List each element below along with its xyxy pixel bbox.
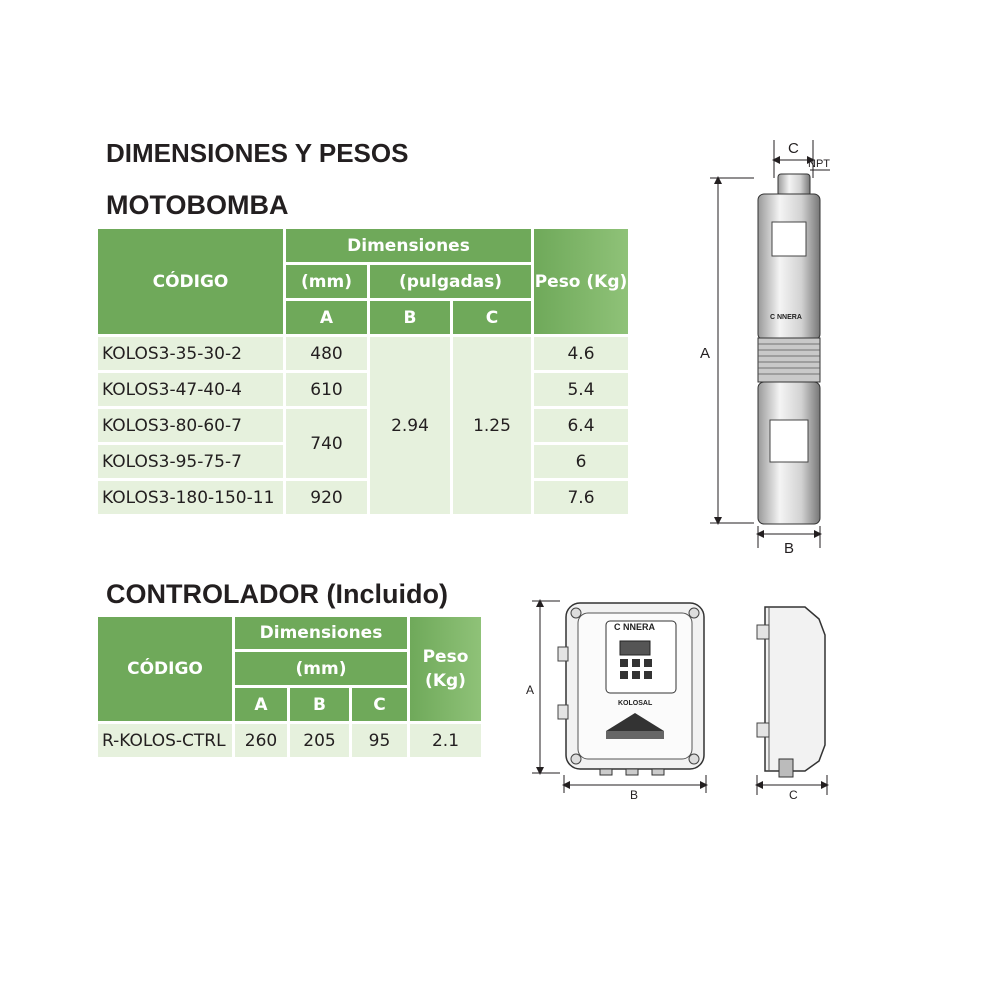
ctrl-button: [632, 659, 640, 667]
ctrl-cable-gland: [626, 769, 638, 775]
section-title-pump: MOTOBOMBA: [106, 190, 289, 220]
pump-label-a: A: [700, 345, 711, 362]
pump-a-value: 920: [286, 481, 367, 514]
pump-mm-header: (mm): [286, 265, 367, 298]
pump-label-c: C: [788, 140, 799, 157]
ctrl-mount-tab: [558, 647, 568, 661]
pump-weight-value: 7.6: [534, 481, 628, 514]
pump-col-a: A: [286, 301, 367, 334]
ctrl-mm-header: (mm): [235, 652, 407, 685]
ctrl-weight-value: 2.1: [410, 724, 481, 757]
ctrl-button: [644, 671, 652, 679]
pump-outlet: [778, 174, 810, 196]
pump-weight-value: 5.4: [534, 373, 628, 406]
pump-b-value: 2.94: [370, 337, 450, 514]
table-row: KOLOS3-80-60-7: [98, 409, 283, 442]
pump-label-plate: [772, 222, 806, 256]
pump-col-b: B: [370, 301, 450, 334]
pump-brand-logo: C NNERA: [770, 314, 802, 321]
ctrl-display: [620, 641, 650, 655]
pump-weight-value: 4.6: [534, 337, 628, 370]
ctrl-weight-header: [410, 617, 481, 721]
ctrl-b-value: 205: [290, 724, 349, 757]
ctrl-front-label-a: A: [526, 683, 535, 697]
pump-code-header: CÓDIGO: [98, 229, 283, 334]
pump-a-value: 480: [286, 337, 367, 370]
ctrl-cable-gland: [652, 769, 664, 775]
pump-label-b: B: [784, 540, 795, 557]
pump-in-header: (pulgadas): [370, 265, 531, 298]
ctrl-weight-header-line1: Peso: [422, 647, 469, 667]
ctrl-warning-text-area: [606, 731, 664, 739]
ctrl-button: [620, 659, 628, 667]
screw-icon: [571, 608, 581, 618]
ctrl-col-b: B: [290, 688, 349, 721]
ctrl-side-tab: [757, 723, 769, 737]
ctrl-dim-header: Dimensiones: [235, 617, 407, 649]
pump-diagram: [690, 130, 850, 570]
pump-a-value: 740: [286, 409, 367, 478]
table-row: KOLOS3-180-150-11: [98, 481, 283, 514]
page-title: DIMENSIONES Y PESOS: [106, 138, 409, 168]
ctrl-c-value: 95: [352, 724, 407, 757]
table-row: KOLOS3-47-40-4: [98, 373, 283, 406]
ctrl-weight-header-line2: (Kg): [425, 671, 466, 691]
ctrl-mount-tab: [558, 705, 568, 719]
screw-icon: [689, 608, 699, 618]
pump-label-npt: NPT: [808, 158, 830, 170]
table-row: KOLOS3-35-30-2: [98, 337, 283, 370]
ctrl-side-body: [765, 607, 825, 771]
controller-front-diagram: [520, 595, 720, 805]
screw-icon: [689, 754, 699, 764]
pump-dim-header: Dimensiones: [286, 229, 531, 262]
ctrl-button: [644, 659, 652, 667]
ctrl-col-c: C: [352, 688, 407, 721]
ctrl-side-label-c: C: [789, 788, 798, 802]
pump-weight-header: Peso (Kg): [534, 229, 628, 334]
ctrl-brand-logo: C NNERA: [614, 622, 656, 632]
ctrl-front-label-b: B: [630, 788, 639, 802]
ctrl-cable-gland: [600, 769, 612, 775]
table-row: R-KOLOS-CTRL: [98, 724, 232, 757]
ctrl-button: [632, 671, 640, 679]
ctrl-code-header: CÓDIGO: [98, 617, 232, 721]
table-row: KOLOS3-95-75-7: [98, 445, 283, 478]
section-title-controller: CONTROLADOR (Incluido): [106, 579, 448, 609]
ctrl-a-value: 260: [235, 724, 287, 757]
ctrl-button: [620, 671, 628, 679]
ctrl-col-a: A: [235, 688, 287, 721]
ctrl-side-gland: [779, 759, 793, 777]
pump-motor-plate: [770, 420, 808, 462]
pump-weight-value: 6: [534, 445, 628, 478]
ctrl-side-tab: [757, 625, 769, 639]
pump-col-c: C: [453, 301, 531, 334]
pump-weight-value: 6.4: [534, 409, 628, 442]
ctrl-model-label: KOLOSAL: [618, 700, 653, 707]
screw-icon: [571, 754, 581, 764]
controller-side-diagram: [745, 595, 835, 805]
pump-a-value: 610: [286, 373, 367, 406]
pump-intake-screen: [758, 338, 820, 382]
pump-c-value: 1.25: [453, 337, 531, 514]
